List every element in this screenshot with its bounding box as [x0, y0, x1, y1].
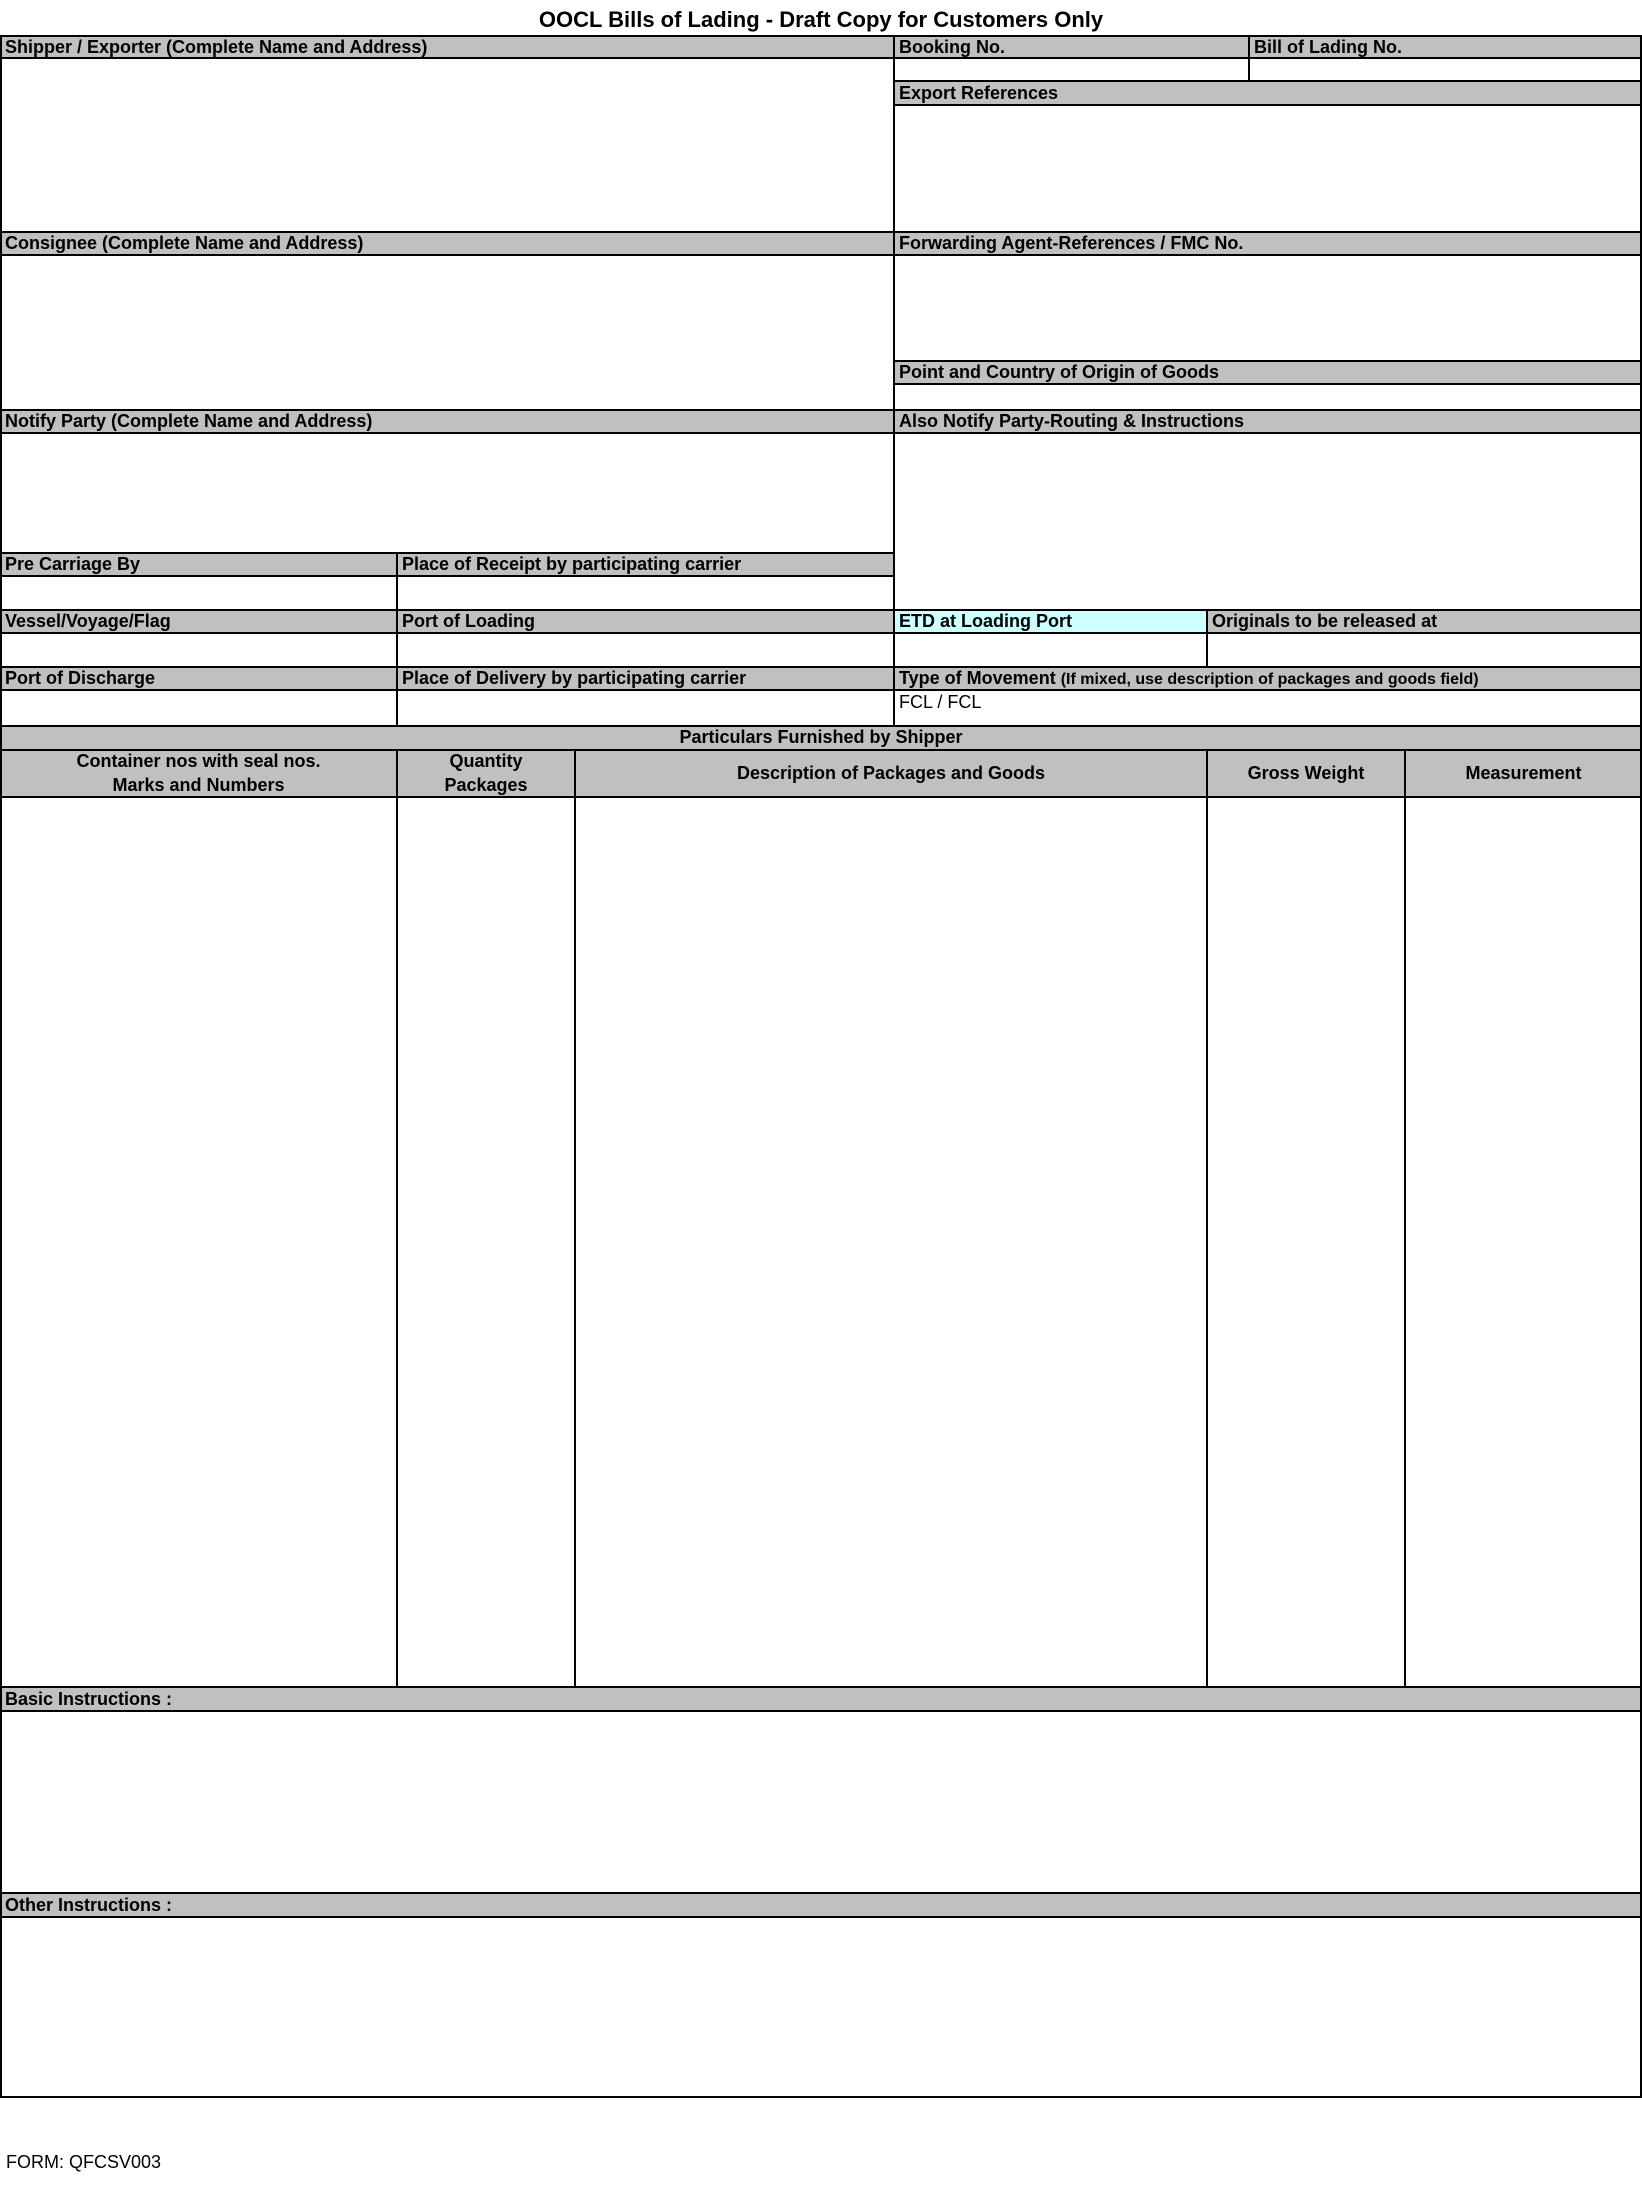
port-discharge-field[interactable]	[2, 689, 395, 725]
basic-instructions-field[interactable]	[2, 1710, 1640, 1894]
originals-field[interactable]	[1209, 632, 1640, 667]
port-discharge-label: Port of Discharge	[0, 667, 397, 689]
movement-type-note: (If mixed, use description of packages and goods field)	[1060, 671, 1479, 688]
movement-type-value[interactable]: FCL / FCL	[899, 692, 982, 712]
description-field[interactable]	[577, 798, 1205, 1686]
grid-line	[0, 231, 1642, 233]
place-delivery-label: Place of Delivery by participating carrier	[397, 667, 894, 689]
grid-line	[0, 749, 1642, 751]
gross-weight-field[interactable]	[1209, 798, 1403, 1686]
grid-line	[0, 409, 1642, 411]
col-measurement: Measurement	[1405, 749, 1642, 796]
grid-line	[1404, 749, 1406, 1688]
place-delivery-field[interactable]	[399, 689, 892, 725]
grid-line	[894, 360, 1642, 362]
notify-party-field[interactable]	[2, 432, 892, 553]
grid-line	[396, 749, 398, 1688]
vessel-label: Vessel/Voyage/Flag	[0, 610, 397, 632]
origin-label: Point and Country of Origin of Goods	[894, 361, 1642, 383]
consignee-field[interactable]	[2, 254, 892, 410]
col-quantity-packages	[397, 749, 575, 796]
col-container-line1: Container nos with seal nos.	[76, 750, 321, 771]
pre-carriage-field[interactable]	[2, 575, 395, 610]
measurement-field[interactable]	[1407, 798, 1640, 1686]
grid-line	[1206, 609, 1208, 668]
container-marks-field[interactable]	[2, 798, 395, 1686]
movement-type-label	[894, 667, 1642, 689]
grid-line	[574, 749, 576, 1688]
grid-line	[0, 575, 894, 577]
basic-instructions-label: Basic Instructions :	[0, 1688, 1642, 1710]
grid-line	[0, 609, 1642, 611]
particulars-header: Particulars Furnished by Shipper	[0, 727, 1642, 749]
pre-carriage-label: Pre Carriage By	[0, 553, 397, 575]
other-instructions-label: Other Instructions :	[0, 1894, 1642, 1916]
grid-line	[0, 35, 1642, 37]
also-notify-label: Also Notify Party-Routing & Instructions	[894, 410, 1642, 432]
col-quantity-line1: Quantity	[449, 750, 523, 771]
other-instructions-field[interactable]	[2, 1916, 1640, 2096]
grid-line	[0, 57, 1642, 59]
consignee-label: Consignee (Complete Name and Address)	[0, 232, 894, 254]
col-container-marks	[0, 749, 397, 796]
export-references-label: Export References	[894, 82, 1642, 104]
bl-no-label: Bill of Lading No.	[1249, 36, 1642, 58]
origin-field[interactable]	[896, 383, 1640, 410]
shipper-field[interactable]	[2, 58, 892, 232]
grid-line	[1206, 749, 1208, 1688]
movement-type-title: Type of Movement	[899, 668, 1056, 688]
grid-line	[894, 104, 1642, 106]
grid-line	[893, 35, 895, 727]
col-description: Description of Packages and Goods	[575, 749, 1207, 796]
grid-line	[894, 383, 1642, 385]
grid-line	[0, 552, 894, 554]
grid-line	[0, 254, 1642, 256]
form-number: FORM: QFCSV003	[6, 2152, 162, 2172]
also-notify-field[interactable]	[896, 432, 1640, 610]
grid-line	[0, 689, 1642, 691]
grid-line	[0, 1686, 1642, 1688]
grid-line	[0, 725, 1642, 727]
grid-line	[0, 1916, 1642, 1918]
place-receipt-field[interactable]	[399, 575, 892, 610]
grid-line	[0, 1892, 1642, 1894]
originals-label: Originals to be released at	[1207, 610, 1642, 632]
place-receipt-label: Place of Receipt by participating carrier	[397, 553, 894, 575]
col-quantity-line2: Packages	[444, 774, 528, 795]
col-container-line2: Marks and Numbers	[112, 774, 285, 795]
bl-no-field[interactable]	[1251, 58, 1640, 80]
document-title: OOCL Bills of Lading - Draft Copy for Customers Only	[538, 7, 1104, 32]
col-gross-weight: Gross Weight	[1207, 749, 1405, 796]
grid-line	[0, 35, 2, 2098]
grid-line	[0, 2096, 1642, 2098]
port-loading-field[interactable]	[399, 632, 892, 667]
grid-line	[0, 432, 1642, 434]
port-loading-label: Port of Loading	[397, 610, 894, 632]
shipper-label: Shipper / Exporter (Complete Name and Address)	[0, 36, 894, 58]
grid-line	[0, 666, 1642, 668]
export-references-field[interactable]	[896, 104, 1640, 232]
grid-line	[396, 552, 398, 727]
quantity-packages-field[interactable]	[399, 798, 573, 1686]
etd-label: ETD at Loading Port	[894, 610, 1207, 632]
grid-line	[0, 796, 1642, 798]
vessel-field[interactable]	[2, 632, 395, 667]
grid-line	[0, 632, 1642, 634]
booking-no-field[interactable]	[896, 58, 1249, 80]
grid-line	[0, 1710, 1642, 1712]
grid-line	[894, 80, 1642, 82]
grid-line	[1248, 35, 1250, 81]
etd-field[interactable]	[896, 632, 1205, 667]
forwarding-agent-label: Forwarding Agent-References / FMC No.	[894, 232, 1642, 254]
forwarding-agent-field[interactable]	[896, 254, 1640, 361]
booking-no-label: Booking No.	[894, 36, 1249, 58]
notify-party-label: Notify Party (Complete Name and Address)	[0, 410, 894, 432]
